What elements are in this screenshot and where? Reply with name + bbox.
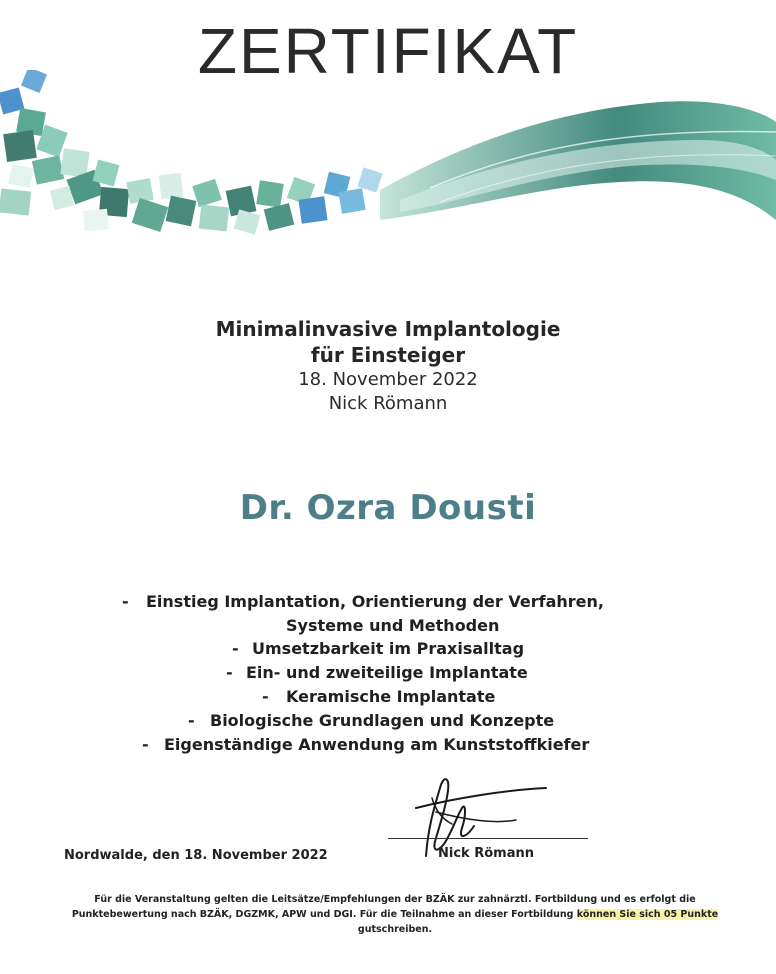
decorative-wave-graphic xyxy=(0,70,776,280)
course-date: 18. November 2022 xyxy=(298,369,478,390)
course-instructor: Nick Römann xyxy=(328,393,448,414)
footer-points-highlight: können Sie sich 05 Punkte xyxy=(576,909,719,920)
footer-line2-text: Punktebewertung nach BZÄK, DGZMK, APW und DGI. Für die Teilnahme an dieser Fortbildung xyxy=(71,909,577,920)
topic-item: Einstieg Implantation, Orientierung der Verfahren, xyxy=(146,592,604,611)
footer-line2 xyxy=(60,907,730,922)
footer-note xyxy=(60,892,730,937)
topic-item: Biologische Grundlagen und Konzepte xyxy=(210,711,555,730)
topic-item: Umsetzbarkeit im Praxisalltag xyxy=(252,639,525,658)
course-title-line1: Minimalinvasive Implantologie xyxy=(215,317,561,341)
topic-bullet: - xyxy=(262,687,269,706)
certificate-title: ZERTIFIKAT xyxy=(197,15,579,87)
footer-line1: Für die Veranstaltung gelten die Leitsätze/Empfehlungen der BZÄK zur zahnärztl. Fortbildung und es erfolgt die xyxy=(94,894,696,905)
topic-item: Eigenständige Anwendung am Kunststoffkiefer xyxy=(164,735,590,754)
topic-bullet: - xyxy=(232,639,239,658)
topic-item: Ein- und zweiteilige Implantate xyxy=(246,663,528,682)
course-title-line2: für Einsteiger xyxy=(310,343,466,367)
signer-name: Nick Römann xyxy=(438,846,534,861)
course-block xyxy=(0,316,776,416)
topic-bullet: - xyxy=(188,711,195,730)
topic-item: Systeme und Methoden xyxy=(286,616,500,635)
recipient-name: Dr. Ozra Dousti xyxy=(239,488,537,528)
signature-line xyxy=(388,838,588,839)
topic-bullet: - xyxy=(142,735,149,754)
place-and-date: Nordwalde, den 18. November 2022 xyxy=(64,848,328,863)
topic-item: Keramische Implantate xyxy=(286,687,496,706)
topic-bullet: - xyxy=(122,592,129,611)
footer-line3: gutschreiben. xyxy=(357,924,433,935)
topic-bullet: - xyxy=(226,663,233,682)
